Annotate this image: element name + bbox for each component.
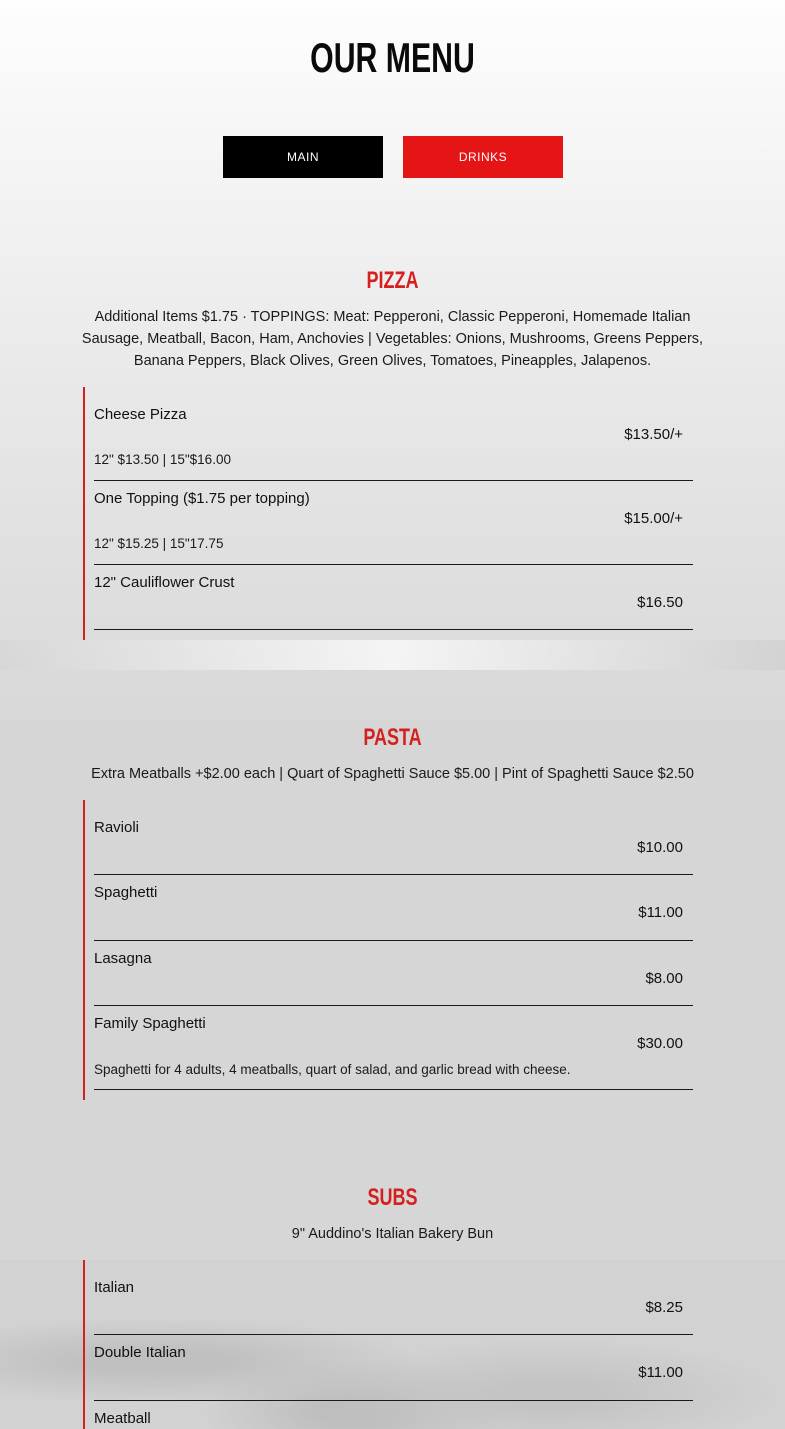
menu-item[interactable] — [94, 1014, 693, 1090]
item-name: Italian — [94, 1279, 135, 1296]
item-price: $10.00 — [637, 839, 683, 856]
item-price: $11.00 — [638, 904, 683, 921]
item-price: $11.00 — [638, 1364, 683, 1381]
tab-drinks[interactable]: DRINKS — [403, 136, 563, 178]
item-name: 12" Cauliflower Crust — [94, 574, 235, 591]
section-rail-subs — [83, 1260, 85, 1429]
menu-item[interactable] — [94, 1409, 693, 1429]
item-note: 12" $15.25 | 15"17.75 — [94, 536, 224, 551]
menu-item[interactable] — [94, 405, 693, 481]
menu-item[interactable] — [94, 818, 693, 875]
page-title: OUR MENU — [310, 34, 475, 81]
item-price: $8.00 — [645, 970, 683, 987]
item-name: One Topping ($1.75 per topping) — [94, 490, 310, 507]
tab-main[interactable]: MAIN — [223, 136, 383, 178]
item-price: $15.00/+ — [624, 510, 683, 527]
item-note: 12" $13.50 | 15"$16.00 — [94, 452, 231, 467]
section-description-pizza: Additional Items $1.75 · TOPPINGS: Meat: Pepperoni, Classic Pepperoni, Homemade Italian Sausage, Meatball, Bacon, Ham, Anchovies | Vegetables: Onions, Mushrooms, Greens Peppers, Banana Peppers, Black Olives, Green Olives, Tomatoes, Pineapples, Jalapenos. — [81, 309, 704, 369]
item-name: Cheese Pizza — [94, 406, 187, 423]
menu-item[interactable] — [94, 573, 693, 630]
item-name: Family Spaghetti — [94, 1015, 206, 1032]
item-price: $8.25 — [645, 1299, 683, 1316]
section-rail-pizza — [83, 387, 85, 640]
section-description-pasta: Extra Meatballs +$2.00 each | Quart of Spaghetti Sauce $5.00 | Pint of Spaghetti Sauce $2.50 — [91, 766, 694, 782]
item-price: $30.00 — [637, 1035, 683, 1052]
section-title-subs: SUBS — [367, 1184, 418, 1211]
item-name: Double Italian — [94, 1344, 186, 1361]
section-title-pasta: PASTA — [363, 724, 422, 751]
menu-item[interactable] — [94, 883, 693, 941]
menu-item[interactable] — [94, 489, 693, 565]
item-price: $13.50/+ — [624, 426, 683, 443]
section-description-subs: 9" Auddino's Italian Bakery Bun — [291, 1226, 494, 1242]
section-title-pizza: PIZZA — [366, 267, 419, 294]
section-rail-pasta — [83, 800, 85, 1100]
item-name: Meatball — [94, 1410, 151, 1427]
item-name: Lasagna — [94, 950, 152, 967]
item-note: Spaghetti for 4 adults, 4 meatballs, quart of salad, and garlic bread with cheese. — [94, 1062, 571, 1077]
item-name: Ravioli — [94, 819, 140, 836]
menu-item[interactable] — [94, 949, 693, 1006]
item-name: Spaghetti — [94, 884, 158, 901]
menu-item[interactable] — [94, 1343, 693, 1401]
background-streak — [0, 640, 785, 670]
menu-item[interactable] — [94, 1278, 693, 1335]
item-price: $16.50 — [637, 594, 683, 611]
